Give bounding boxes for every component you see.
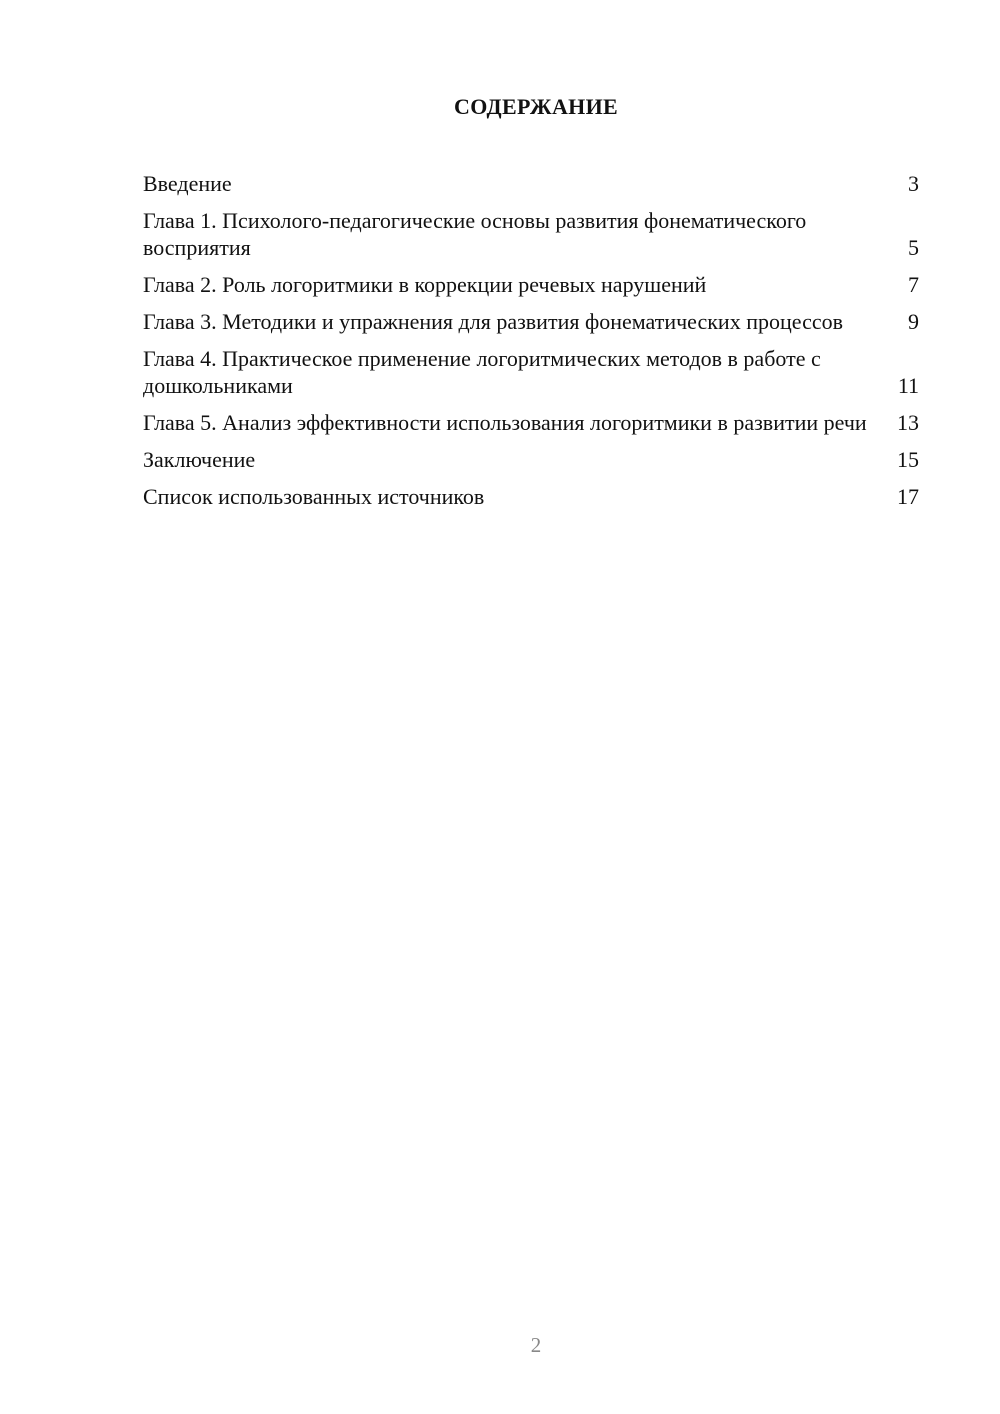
toc-entry-text: Глава 3. Методики и упражнения для развития фонематических процессов <box>143 309 843 334</box>
toc-title: СОДЕРЖАНИЕ <box>454 94 618 119</box>
toc-entry-page: 15 <box>897 447 919 472</box>
toc-entry-chapter-5 <box>143 409 919 436</box>
toc-entry-page: 3 <box>908 171 919 196</box>
toc-entry-text: Глава 1. Психолого-педагогические основы развития фонематического восприятия <box>143 208 807 260</box>
toc-entry-chapter-2 <box>143 271 919 298</box>
toc-entry-text: Глава 4. Практическое применение логоритмических методов в работе с дошкольниками <box>143 346 821 398</box>
toc-entry-text: Глава 2. Роль логоритмики в коррекции речевых нарушений <box>143 272 707 297</box>
toc-entry-page: 5 <box>908 235 919 260</box>
toc-entry-page: 7 <box>908 272 919 297</box>
table-of-contents <box>143 170 919 520</box>
toc-entry-text: Введение <box>143 171 232 196</box>
toc-entry-page: 11 <box>897 373 919 398</box>
toc-entry-page: 13 <box>897 410 919 435</box>
toc-entry-text: Заключение <box>143 447 256 472</box>
toc-entry-chapter-3 <box>143 308 919 335</box>
toc-entry-references <box>143 483 919 510</box>
page-number: 2 <box>530 1333 542 1357</box>
toc-entry-conclusion <box>143 446 919 473</box>
toc-entry-page: 17 <box>897 484 919 509</box>
toc-entry-page: 9 <box>908 309 919 334</box>
toc-entry-text: Список использованных источников <box>143 484 485 509</box>
toc-entry-chapter-1 <box>143 207 919 261</box>
toc-entry-text: Глава 5. Анализ эффективности использования логоритмики в развитии речи <box>143 410 867 435</box>
toc-entry-chapter-4 <box>143 345 919 399</box>
toc-entry-introduction <box>143 170 919 197</box>
